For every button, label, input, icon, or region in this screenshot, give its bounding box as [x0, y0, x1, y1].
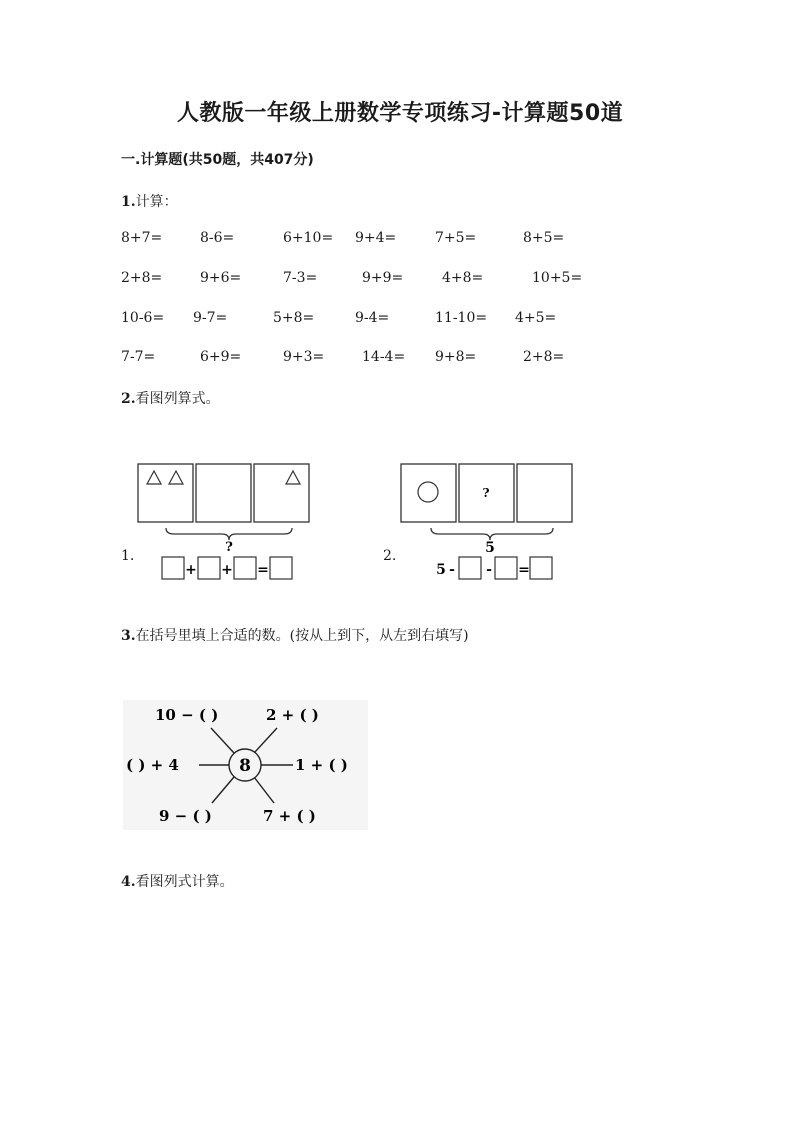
- calc-item: 9+9=: [362, 270, 404, 286]
- box-3: [517, 464, 572, 522]
- number-star-diagram: [123, 700, 368, 830]
- calc-item: 7-7=: [121, 349, 156, 365]
- calc-item: 6+9=: [200, 349, 242, 365]
- answer-box[interactable]: [459, 557, 481, 579]
- calc-item: 9+3=: [283, 349, 325, 365]
- calc-item: 9+6=: [200, 270, 242, 286]
- triangle-icon: [147, 471, 161, 484]
- calc-item: 9-4=: [355, 310, 390, 326]
- question-number: 2.: [121, 391, 136, 407]
- minus-sign: -: [486, 562, 492, 578]
- question-mark: ?: [225, 540, 233, 555]
- answer-box[interactable]: [495, 557, 517, 579]
- calc-item: 7-3=: [283, 270, 318, 286]
- triangle-icon: [286, 471, 300, 484]
- brace: [166, 528, 292, 540]
- equals-sign: =: [518, 562, 530, 578]
- expression-bottom-left: 9 − ( ): [159, 807, 212, 825]
- figure-1-diagram: [130, 456, 330, 588]
- answer-box[interactable]: [270, 557, 292, 579]
- calc-item: 8+5=: [523, 230, 565, 246]
- answer-box[interactable]: [530, 557, 552, 579]
- brace: [431, 528, 553, 540]
- answer-box[interactable]: [198, 557, 220, 579]
- box-1: [401, 464, 456, 522]
- question-2-heading: [121, 388, 220, 408]
- expression-left: ( ) + 4: [126, 756, 179, 774]
- question-4-heading: [121, 871, 234, 891]
- minuend: 5: [436, 562, 446, 578]
- answer-box[interactable]: [162, 557, 184, 579]
- calc-item: 2+8=: [121, 270, 163, 286]
- question-3-heading: [121, 625, 469, 645]
- expression-bottom-right: 7 + ( ): [263, 807, 316, 825]
- question-text: 看图列式计算。: [135, 874, 234, 890]
- expression-top-right: 2 + ( ): [266, 706, 319, 724]
- calc-item: 4+5=: [515, 310, 557, 326]
- page-title: 人教版一年级上册数学专项练习-计算题50道: [176, 101, 624, 126]
- box-2: [196, 464, 251, 522]
- plus-sign: +: [221, 562, 233, 578]
- figure-2-label: 2.: [383, 548, 397, 564]
- triangle-icon: [169, 471, 183, 484]
- question-text: 计算：: [135, 194, 178, 210]
- expression-right: 1 + ( ): [295, 756, 348, 774]
- question-number: 1.: [121, 194, 136, 210]
- circle-icon: [418, 482, 438, 502]
- question-1-heading: [121, 191, 178, 211]
- total-label: 5: [485, 540, 495, 556]
- figure-2-diagram: [395, 456, 585, 588]
- plus-sign: +: [185, 562, 197, 578]
- calc-item: 7+5=: [435, 230, 477, 246]
- calc-item: 9+4=: [355, 230, 397, 246]
- calc-item: 10+5=: [532, 270, 583, 286]
- calc-item: 10-6=: [121, 310, 165, 326]
- answer-box[interactable]: [234, 557, 256, 579]
- section-heading: 一.计算题(共50题，共407分): [121, 152, 314, 168]
- calc-item: 9-7=: [193, 310, 228, 326]
- figure-1-label: 1.: [121, 548, 135, 564]
- question-mark: ?: [482, 486, 490, 500]
- question-text: 在括号里填上合适的数。(按从上到下，从左到右填写): [135, 628, 469, 644]
- minus-sign: -: [449, 562, 455, 578]
- box-3: [254, 464, 309, 522]
- calc-item: 4+8=: [442, 270, 484, 286]
- question-text: 看图列算式。: [135, 391, 220, 407]
- calc-item: 9+8=: [435, 349, 477, 365]
- calc-item: 6+10=: [283, 230, 334, 246]
- box-1: [138, 464, 193, 522]
- calc-item: 5+8=: [273, 310, 315, 326]
- calc-item: 14-4=: [362, 349, 406, 365]
- question-number: 4.: [121, 874, 136, 890]
- question-number: 3.: [121, 628, 136, 644]
- equals-sign: =: [257, 562, 269, 578]
- center-number: 8: [239, 756, 251, 776]
- calc-item: 8-6=: [200, 230, 235, 246]
- calc-item: 2+8=: [523, 349, 565, 365]
- calc-item: 11-10=: [435, 310, 488, 326]
- expression-top-left: 10 − ( ): [155, 706, 219, 724]
- calc-item: 8+7=: [121, 230, 163, 246]
